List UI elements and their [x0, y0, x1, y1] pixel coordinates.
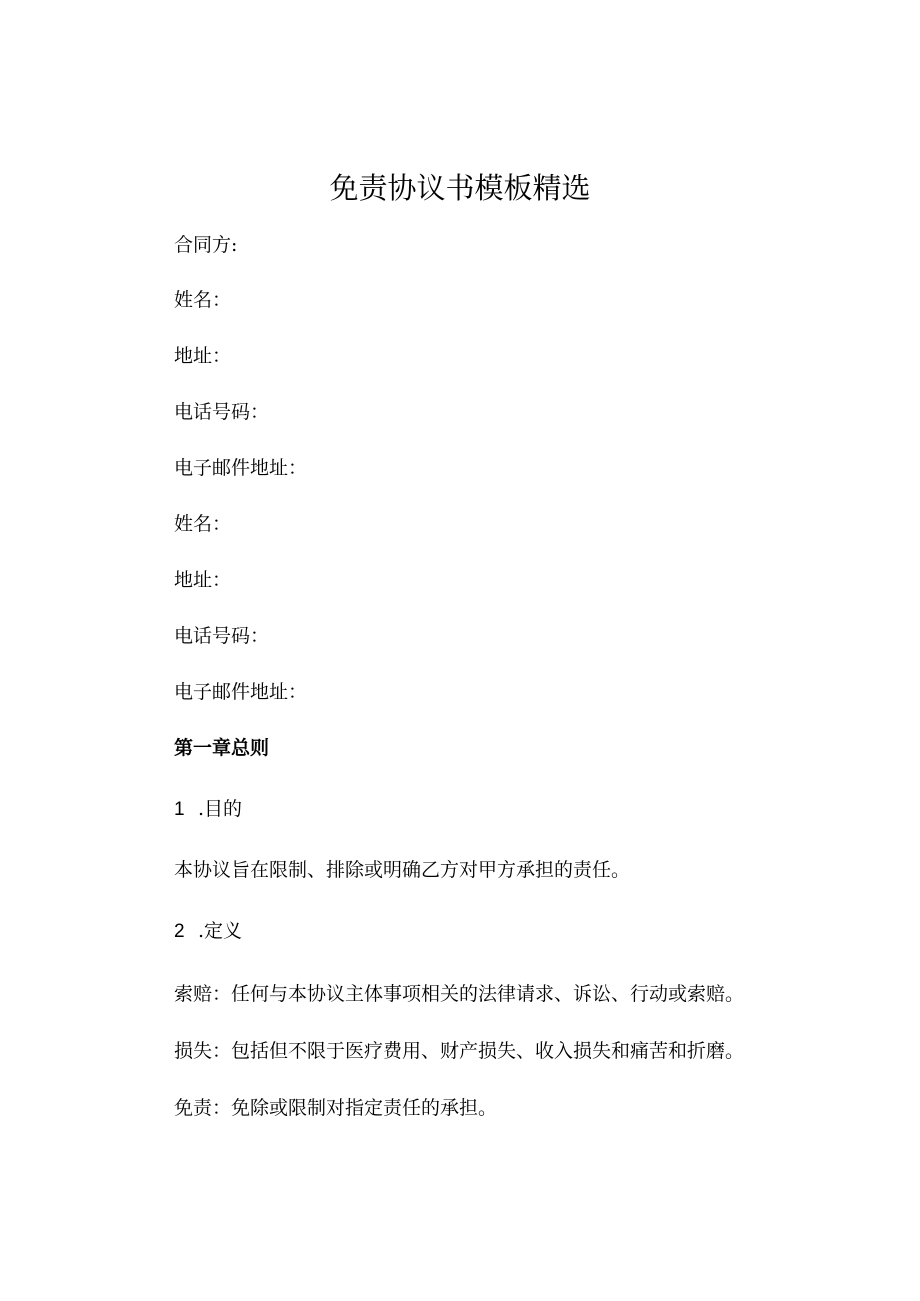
section-1-title: .目的	[198, 798, 243, 820]
document-title: 免责协议书模板精选	[329, 171, 591, 205]
party-a-address-label: 地址：	[174, 345, 232, 367]
party-a-name-label: 姓名：	[174, 289, 232, 311]
section-2-heading	[174, 918, 242, 945]
definition-exemption: 免责：免除或限制对指定责任的承担。	[174, 1097, 498, 1119]
chapter-heading: 第一章总则	[174, 737, 270, 759]
section-1-text: 本协议旨在限制、排除或明确乙方对甲方承担的责任。	[174, 859, 631, 881]
definition-claim: 索赔：任何与本协议主体事项相关的法律请求、诉讼、行动或索赔。	[174, 983, 745, 1005]
section-1-number: 1	[174, 799, 185, 820]
party-b-email-label: 电子邮件地址：	[174, 681, 308, 703]
section-2-title: .定义	[198, 920, 243, 942]
party-b-phone-label: 电话号码：	[174, 625, 270, 647]
definition-loss: 损失：包括但不限于医疗费用、财产损失、收入损失和痛苦和折磨。	[174, 1040, 745, 1062]
party-b-address-label: 地址：	[174, 569, 232, 591]
party-a-email-label: 电子邮件地址：	[174, 457, 308, 479]
party-label: 合同方:	[174, 234, 238, 256]
party-b-name-label: 姓名：	[174, 513, 232, 535]
party-a-phone-label: 电话号码：	[174, 401, 270, 423]
section-1-heading	[174, 796, 242, 823]
section-2-number: 2	[174, 921, 185, 942]
